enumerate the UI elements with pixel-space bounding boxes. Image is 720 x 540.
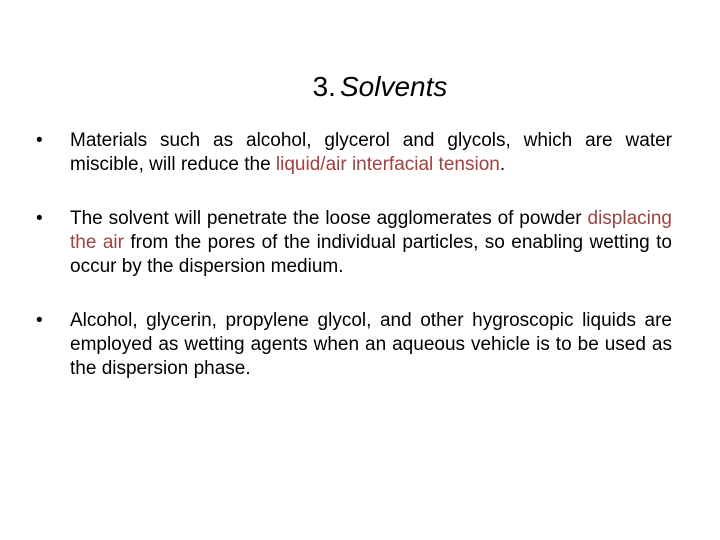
slide-title [0,69,720,105]
bullet-2-text-start: The solvent will penetrate the loose agglomerates of powder [70,208,588,229]
bullet-item-2 [36,207,672,279]
bullet-1-text: Materials such as alcohol, glycerol and glycols, which are water miscible, will reduce the [70,130,672,175]
slide-title-number: 3. [312,70,336,102]
bullet-1-highlight: liquid/air interfacial tension [275,154,500,175]
bullet-icon: • [36,208,43,229]
bullet-item-3 [36,309,672,381]
bullet-icon: • [36,130,43,151]
bullet-2-text-end: from the pores of the individual particles, so enabling wetting to occur by the dispersion medium. [70,232,672,277]
bullet-2-highlight: displacing the air [70,208,672,253]
slide-title-text: Solvents [339,70,448,102]
bullet-item-1 [36,129,672,177]
bullet-icon: • [36,310,43,331]
bullet-list [36,129,672,381]
bullet-1-ending: . [499,154,506,175]
bullet-3-text: Alcohol, glycerin, propylene glycol, and other hygroscopic liquids are employed as wetting agents when an aqueous vehicle is to be used as the dispersion phase. [70,310,672,379]
